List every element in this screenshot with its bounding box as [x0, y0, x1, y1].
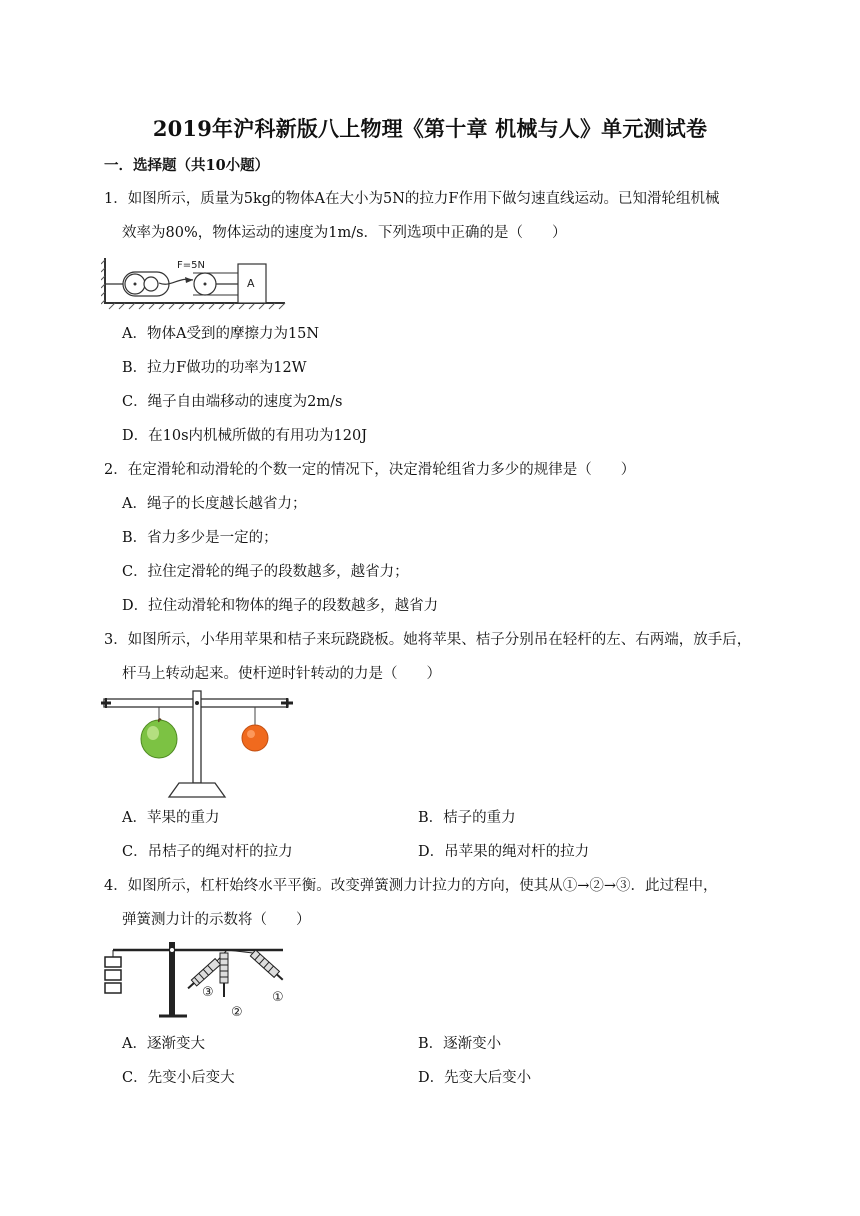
question-4-line-1: 4．如图所示，杠杆始终水平平衡。改变弹簧测力计拉力的方向，使其从①→②→③．此过程中，: [104, 878, 718, 894]
q2-option-c: C．拉住定滑轮的绳子的段数越多，越省力；: [122, 564, 409, 580]
pulley-system-figure: [101, 254, 287, 312]
question-1-line-1: 1．如图所示，质量为5kg的物体A在大小为5N的拉力F作用下做匀速直线运动。已知滑轮组机械: [104, 191, 720, 207]
q2-option-d: D．拉住动滑轮和物体的绳子的段数越多，越省力: [122, 598, 439, 614]
question-3-line-1: 3．如图所示，小华用苹果和桔子来玩跷跷板。她将苹果、桔子分别吊在轻杆的左、右两端，放手后，: [104, 632, 752, 648]
q1-option-a: A．物体A受到的摩擦力为15N: [122, 326, 320, 342]
q1-option-d: D．在10s内机械所做的有用功为120J: [122, 428, 368, 444]
label-circled-3: ③: [202, 985, 214, 1000]
q4-option-a: A．逐渐变大: [122, 1036, 205, 1052]
question-1-line-2: 效率为80%，物体运动的速度为1m/s．下列选项中正确的是（ ）: [122, 225, 567, 241]
q3-option-a: A．苹果的重力: [122, 810, 220, 826]
q3-option-c: C．吊桔子的绳对杆的拉力: [122, 844, 293, 860]
q1-option-b: B．拉力F做功的功率为12W: [122, 360, 307, 376]
seesaw-figure: [101, 688, 293, 800]
q4-option-d: D．先变大后变小: [418, 1070, 532, 1086]
force-label: F=5N: [177, 260, 205, 271]
q4-option-c: C．先变小后变大: [122, 1070, 235, 1086]
question-3-line-2: 杆马上转动起来。使杆逆时针转动的力是（ ）: [122, 666, 441, 682]
q3-option-d: D．吊苹果的绳对杆的拉力: [418, 844, 590, 860]
q3-option-b: B．桔子的重力: [418, 810, 516, 826]
block-a-label: A: [247, 277, 255, 290]
page-title: 2019年沪科新版八上物理《第十章 机械与人》单元测试卷: [152, 116, 708, 141]
question-4-line-2: 弹簧测力计的示数将（ ）: [122, 912, 311, 928]
label-circled-1: ①: [272, 990, 284, 1005]
q1-option-c: C．绳子自由端移动的速度为2m/s: [122, 394, 343, 410]
question-2-line-1: 2．在定滑轮和动滑轮的个数一定的情况下，决定滑轮组省力多少的规律是（ ）: [104, 462, 636, 478]
q2-option-b: B．省力多少是一定的；: [122, 530, 278, 546]
q4-option-b: B．逐渐变小: [418, 1036, 502, 1052]
section-heading: 一．选择题（共10小题）: [104, 157, 270, 174]
q2-option-a: A．绳子的长度越长越省力；: [122, 496, 307, 512]
label-circled-2: ②: [231, 1005, 243, 1020]
lever-spring-scale-figure: [101, 939, 289, 1023]
